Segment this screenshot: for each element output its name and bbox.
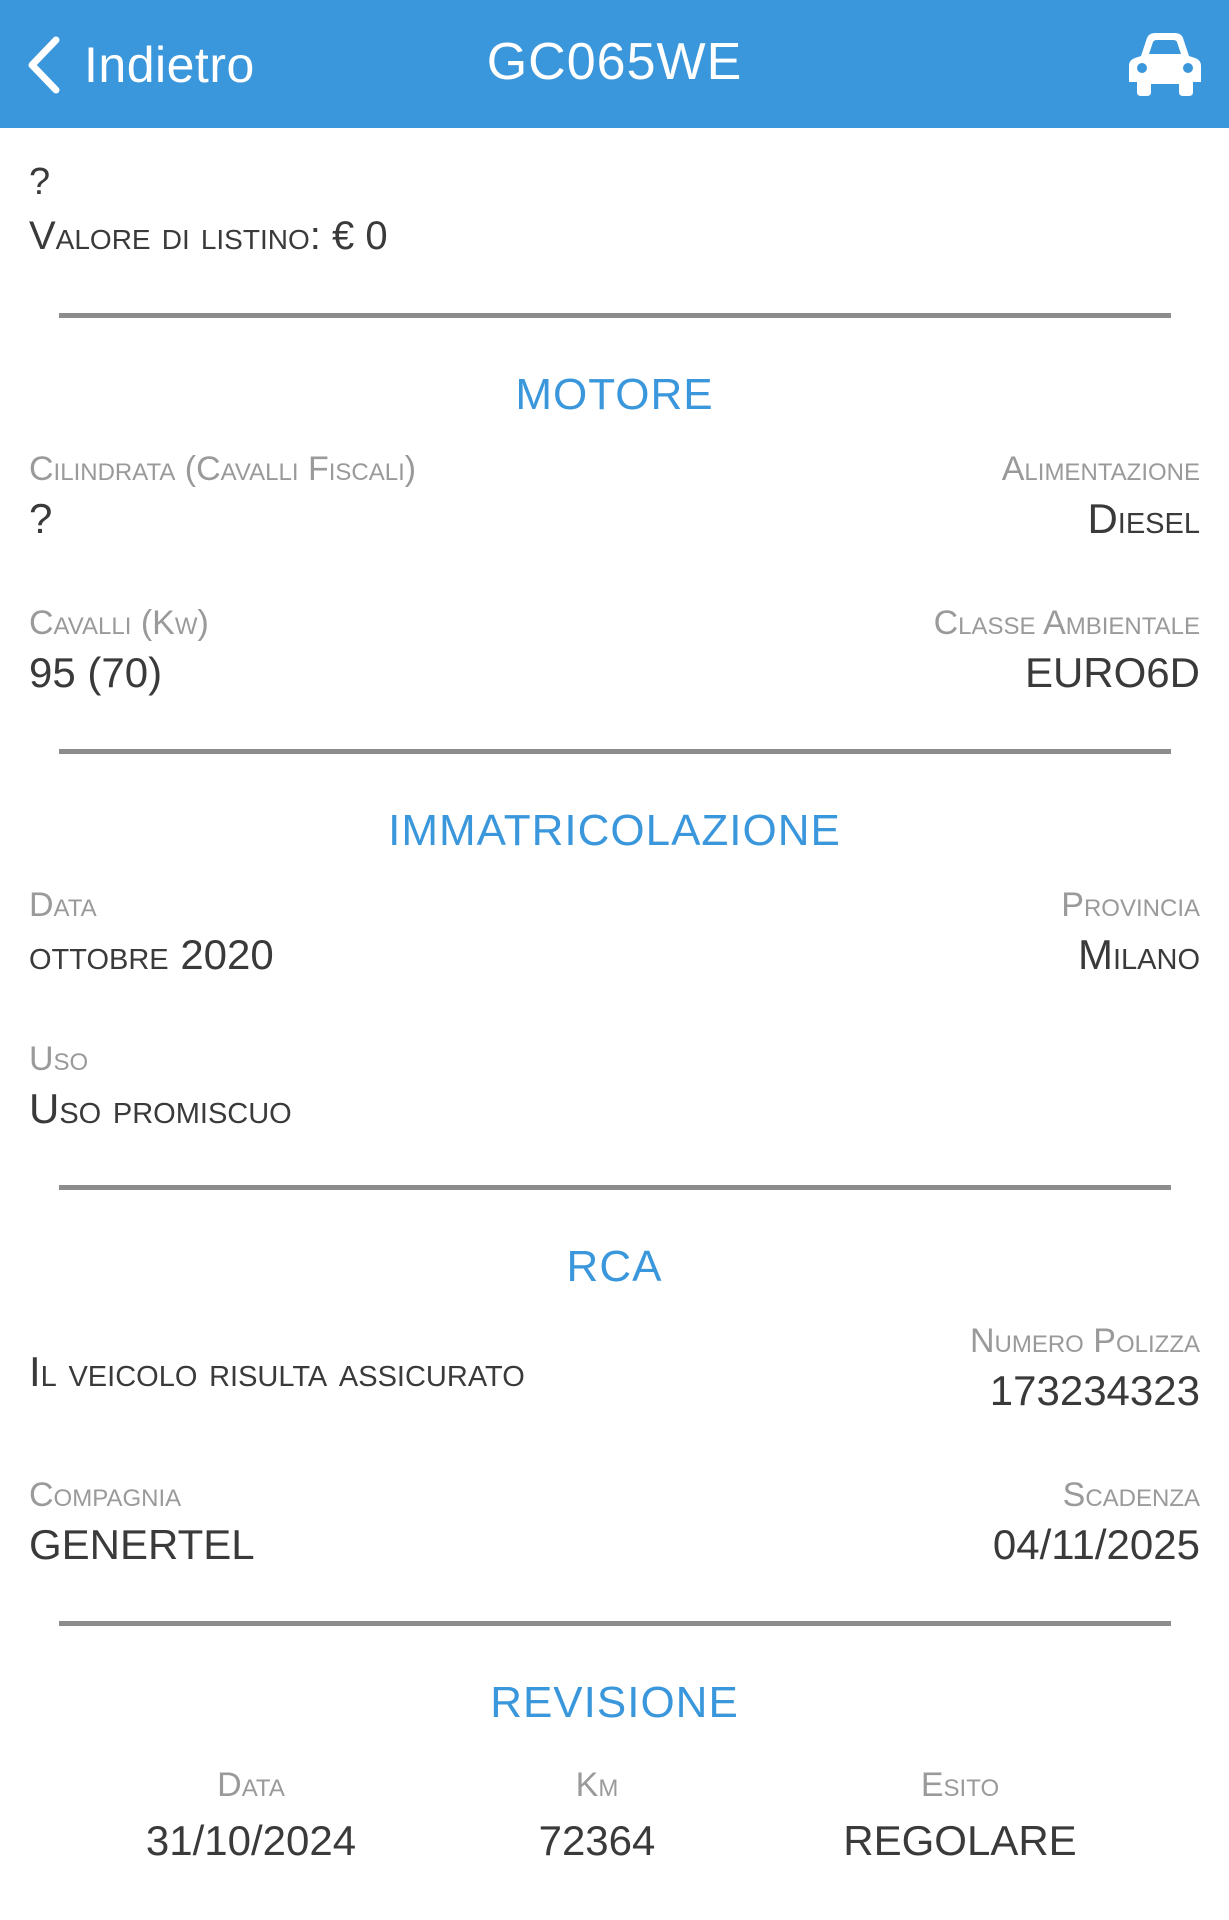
car-icon[interactable] bbox=[1127, 30, 1203, 98]
vehicle-model: ? bbox=[29, 161, 51, 203]
field-scadenza bbox=[993, 1476, 1200, 1569]
classe-label: Classe Ambientale bbox=[933, 604, 1200, 642]
field-data-immatricolazione bbox=[29, 886, 274, 979]
uso-label: Uso bbox=[29, 1040, 89, 1078]
back-label: Indietro bbox=[84, 37, 255, 93]
field-provincia bbox=[1061, 886, 1200, 979]
provincia-value: Milano bbox=[1077, 931, 1200, 978]
compagnia-label: Compagnia bbox=[29, 1476, 182, 1514]
classe-value: EURO6D bbox=[1024, 649, 1200, 696]
cilindrata-label: Cilindrata (Cavalli Fiscali) bbox=[29, 450, 417, 488]
divider bbox=[59, 1185, 1171, 1190]
field-compagnia bbox=[29, 1476, 255, 1569]
field-revisione-data bbox=[81, 1766, 421, 1865]
section-title-rca: RCA bbox=[566, 1242, 663, 1291]
field-rca-status bbox=[29, 1348, 525, 1396]
cavalli-label: Cavalli (Kw) bbox=[29, 604, 209, 642]
vehicle-summary bbox=[29, 160, 388, 259]
data-label: Data bbox=[29, 886, 97, 924]
field-numero-polizza bbox=[970, 1322, 1200, 1415]
field-revisione-km bbox=[427, 1766, 767, 1865]
revisione-km-value: 72364 bbox=[538, 1817, 656, 1864]
polizza-label: Numero Polizza bbox=[969, 1322, 1200, 1360]
cilindrata-value: ? bbox=[29, 495, 53, 542]
compagnia-value: GENERTEL bbox=[29, 1521, 255, 1568]
uso-value: Uso promiscuo bbox=[29, 1085, 292, 1132]
field-cilindrata bbox=[29, 450, 416, 543]
revisione-data-label: Data bbox=[217, 1766, 285, 1804]
revisione-esito-value: REGOLARE bbox=[843, 1817, 1077, 1864]
field-cavalli bbox=[29, 604, 209, 697]
section-title-motore: MOTORE bbox=[515, 370, 714, 419]
alimentazione-value: Diesel bbox=[1087, 495, 1200, 542]
scadenza-value: 04/11/2025 bbox=[992, 1521, 1200, 1568]
divider bbox=[59, 749, 1171, 754]
revisione-esito-label: Esito bbox=[920, 1766, 1000, 1804]
field-uso bbox=[29, 1040, 292, 1133]
divider bbox=[59, 1621, 1171, 1626]
scadenza-label: Scadenza bbox=[1062, 1476, 1200, 1514]
field-classe-ambientale bbox=[934, 604, 1200, 697]
page-title: GC065WE bbox=[486, 33, 743, 91]
nav-bar bbox=[0, 0, 1229, 128]
revisione-km-label: Km bbox=[575, 1766, 619, 1804]
list-value: Valore di listino: € 0 bbox=[29, 214, 388, 258]
data-value: ottobre 2020 bbox=[29, 931, 274, 978]
section-title-revisione: REVISIONE bbox=[490, 1678, 739, 1727]
rca-status: Il veicolo risulta assicurato bbox=[29, 1348, 525, 1395]
field-alimentazione bbox=[1002, 450, 1200, 543]
field-revisione-esito bbox=[790, 1766, 1130, 1865]
cavalli-value: 95 (70) bbox=[29, 649, 163, 696]
divider bbox=[59, 313, 1171, 318]
revisione-data-value: 31/10/2024 bbox=[145, 1817, 357, 1864]
provincia-label: Provincia bbox=[1061, 886, 1200, 924]
alimentazione-label: Alimentazione bbox=[1001, 450, 1200, 488]
section-title-immatricolazione: IMMATRICOLAZIONE bbox=[388, 806, 841, 855]
polizza-value: 173234323 bbox=[989, 1367, 1200, 1414]
